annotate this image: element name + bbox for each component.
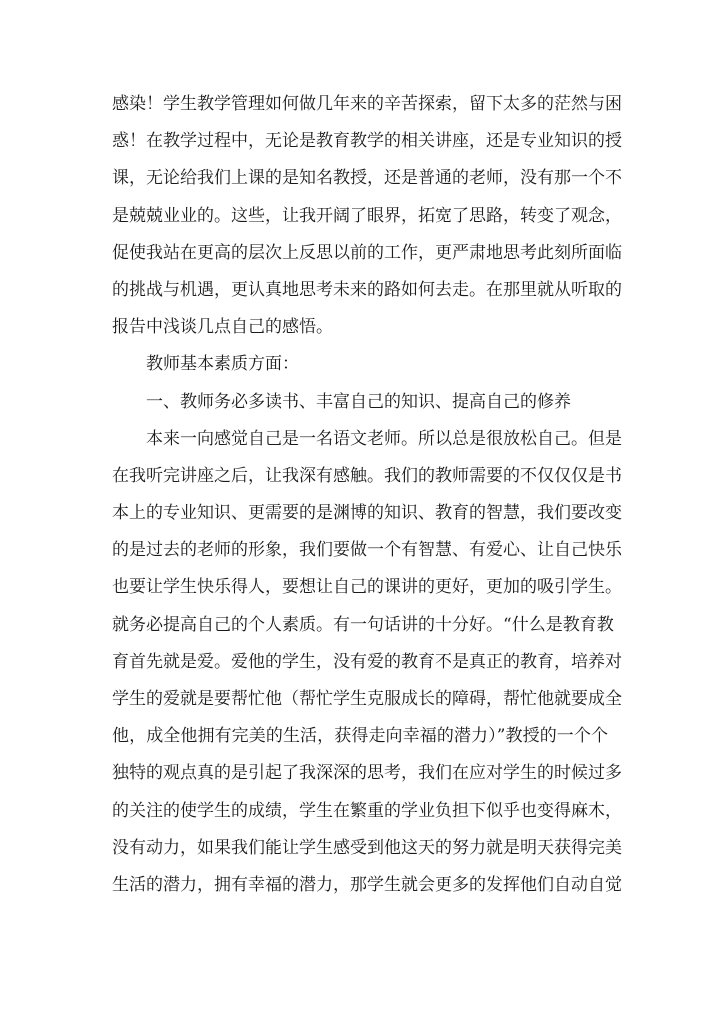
text-line: 促使我站在更高的层次上反思以前的工作，更严肃地思考此刻所面临 [112, 242, 622, 263]
text-line: 惑！在教学过程中，无论是教育教学的相关讲座，还是专业知识的授 [112, 131, 622, 152]
text-line: 在我听完讲座之后，让我深有感触。我们的教师需要的不仅仅仅是书 [112, 465, 622, 486]
text-line: 本来一向感觉自己是一名语文老师。所以总是很放松自己。但是 [112, 428, 622, 449]
text-line: 报告中浅谈几点自己的感悟。 [112, 317, 333, 338]
text-line: 课，无论给我们上课的是知名教授，还是普通的老师，没有那一个不 [112, 168, 622, 189]
subsection-heading: 一、教师务必多读书、丰富自己的知识、提高自己的修养 [112, 391, 571, 412]
section-heading: 教师基本素质方面： [112, 354, 299, 375]
text-line: 也要让学生快乐得人，要想让自己的课讲的更好，更加的吸引学生。 [112, 577, 622, 598]
text-line: 育首先就是爱。爱他的学生，没有爱的教育不是真正的教育，培养对 [112, 651, 622, 672]
text-line: 的是过去的老师的形象，我们要做一个有智慧、有爱心、让自己快乐 [112, 540, 622, 561]
text-line: 是兢兢业业的。这些，让我开阔了眼界，拓宽了思路，转变了观念， [112, 205, 622, 226]
text-line: 就务必提高自己的个人素质。有一句话讲的十分好。“什么是教育教 [112, 614, 614, 635]
text-line: 独特的观点真的是引起了我深深的思考，我们在应对学生的时候过多 [112, 763, 622, 784]
text-line: 他，成全他拥有完美的生活，获得走向幸福的潜力）”教授的一个个 [112, 726, 608, 747]
text-line: 感染！学生教学管理如何做几年来的辛苦探索，留下太多的茫然与困 [112, 94, 622, 114]
text-line: 的关注的使学生的成绩，学生在繁重的学业负担下似乎也变得麻木， [112, 800, 622, 821]
text-line: 学生的爱就是要帮忙他（帮忙学生克服成长的障碍，帮忙他就要成全 [112, 689, 622, 709]
text-line: 本上的专业知识、更需要的是渊博的知识、教育的智慧，我们要改变 [112, 503, 622, 524]
text-line: 的挑战与机遇，更认真地思考未来的路如何去走。在那里就从听取的 [112, 279, 622, 300]
text-line: 生活的潜力，拥有幸福的潜力，那学生就会更多的发挥他们自动自觉 [112, 874, 622, 895]
body-text [112, 86, 622, 904]
text-line: 没有动力，如果我们能让学生感受到他这天的努力就是明天获得完美 [112, 837, 622, 858]
